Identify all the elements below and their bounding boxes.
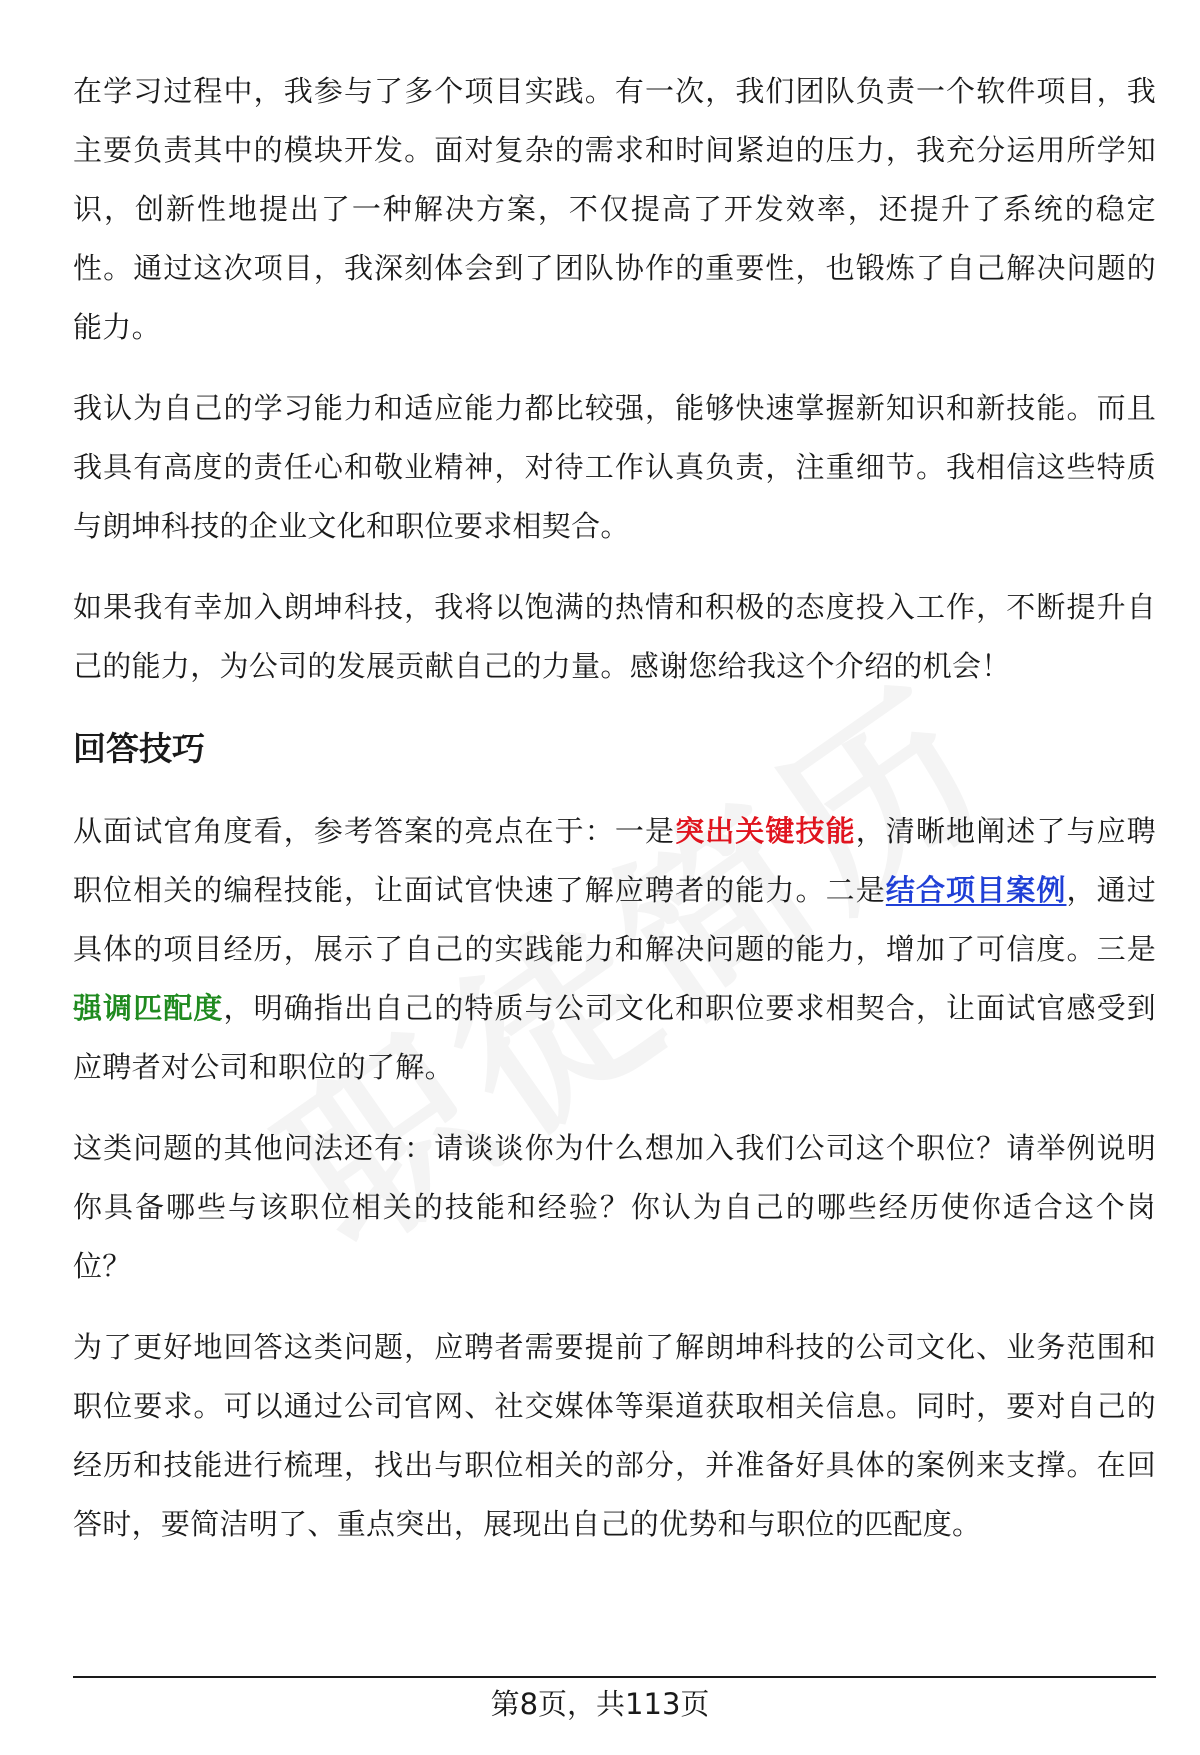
footer-divider [73, 1676, 1156, 1678]
paragraph-closing: 如果我有幸加入朗坤科技，我将以饱满的热情和积极的态度投入工作，不断提升自己的能力，为公司的发展贡献自己的力量。感谢您给我这个介绍的机会！ [73, 590, 1156, 683]
paragraph-preparation: 为了更好地回答这类问题，应聘者需要提前了解朗坤科技的公司文化、业务范围和职位要求。可以通过公司官网、社交媒体等渠道获取相关信息。同时，要对自己的经历和技能进行梳理，找出与职位相关的部分，并准备好具体的案例来支撑。在回答时，要简洁明了、重点突出，展现出自己的优势和与职位的匹配度。 [73, 1330, 1156, 1541]
paragraph-project-experience: 在学习过程中，我参与了多个项目实践。有一次，我们团队负责一个软件项目，我主要负责其中的模块开发。面对复杂的需求和时间紧迫的压力，我充分运用所学知识，创新性地提出了一种解决方案，不仅提高了开发效率，还提升了系统的稳定性。通过这次项目，我深刻体会到了团队协作的重要性，也锻炼了自己解决问题的能力。 [73, 74, 1156, 344]
highlight-key-skills: 突出关键技能 [675, 814, 856, 848]
tips-text-part1: 从面试官角度看，参考答案的亮点在于：一是 [73, 814, 676, 848]
page-number: 第8页，共113页 [490, 1687, 710, 1721]
tips-text-part4: ，明确指出自己的特质与公司文化和职位要求相契合，让面试官感受到应聘者对公司和职位的了解。 [73, 991, 1156, 1084]
tips-text-part2: ，清晰地阐述了与应聘职位相关的编程技能，让面试官快速了解应聘者的能力。二是 [73, 814, 1156, 907]
highlight-match-degree: 强调匹配度 [73, 991, 224, 1025]
highlight-project-cases: 结合项目案例 [885, 873, 1067, 907]
paragraph-other-questions: 这类问题的其他问法还有：请谈谈你为什么想加入我们公司这个职位？请举例说明你具备哪些与该职位相关的技能和经验？你认为自己的哪些经历使你适合这个岗位？ [73, 1131, 1156, 1283]
section-title-answer-tips: 回答技巧 [73, 729, 205, 768]
tips-text-part3: ，通过具体的项目经历，展示了自己的实践能力和解决问题的能力，增加了可信度。三是 [73, 873, 1156, 966]
paragraph-abilities: 我认为自己的学习能力和适应能力都比较强，能够快速掌握新知识和新技能。而且我具有高度的责任心和敬业精神，对待工作认真负责，注重细节。我相信这些特质与朗坤科技的企业文化和职位要求相契合。 [73, 391, 1156, 543]
document-page [73, 62, 1156, 1576]
paragraph-tips [73, 802, 1156, 1097]
